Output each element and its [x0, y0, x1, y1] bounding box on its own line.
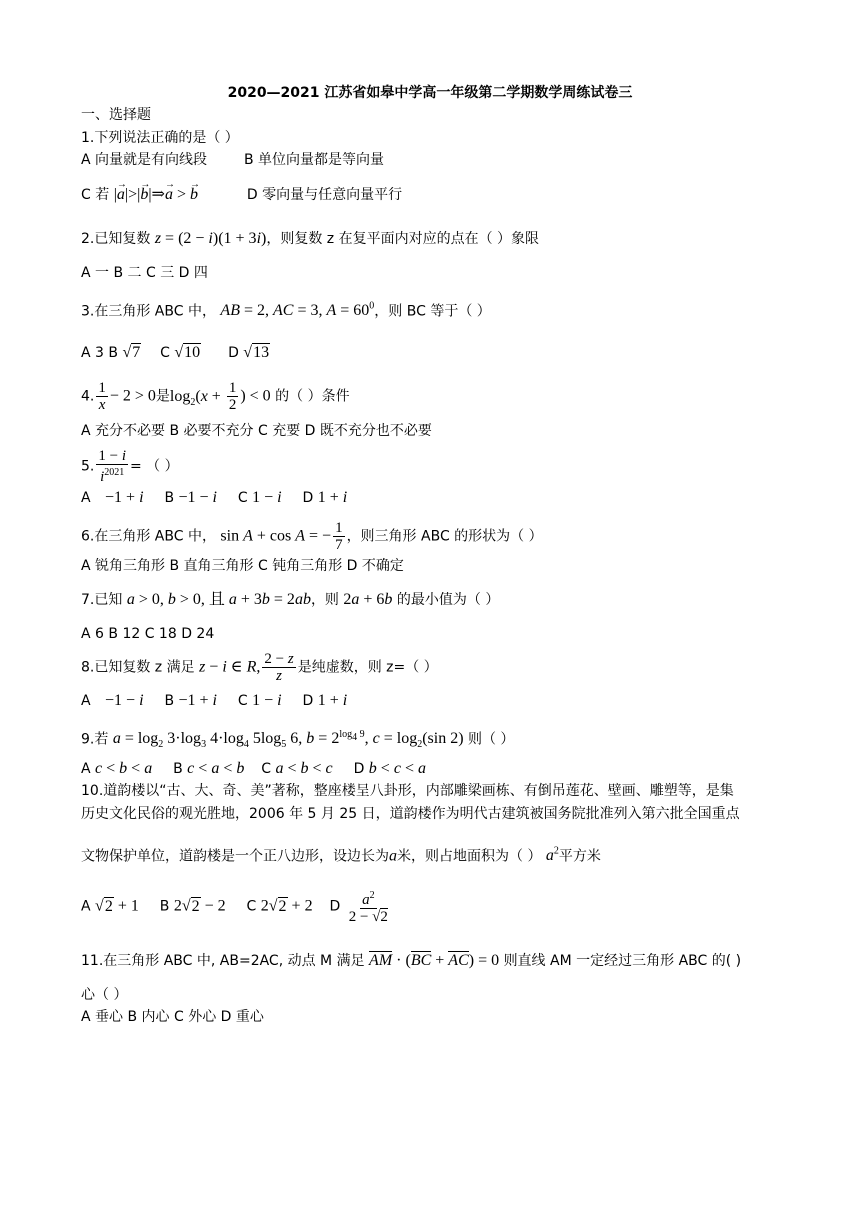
q10-option-c-label: C [246, 898, 257, 915]
q5-option-c: 1 − i [252, 489, 282, 506]
q11-stem-prefix: 11.在三角形 ABC 中, AB=2AC, 动点 M 满足 [81, 953, 365, 969]
question-6-stem [81, 520, 543, 553]
q8-option-b-label: B [164, 693, 175, 709]
q9-option-b: c < a < b [187, 760, 245, 777]
q8-stem-prefix: 8.已知复数 z 满足 [81, 659, 195, 676]
q8-option-c: 1 − i [252, 692, 282, 709]
q8-option-d: 1 + i [317, 692, 348, 709]
page-title: 2020—2021 江苏省如皋中学高一年级第二学期数学周练试卷三 [227, 85, 633, 101]
question-10-line-1: 10.道韵楼以“古、大、奇、美”著称，整座楼呈八卦形，内部雕梁画栋、有倒吊莲花、壁画、雕塑等，是集 [81, 783, 734, 799]
q4-frac-1-over-2: $\frac{1}{2}$ [228, 380, 237, 413]
question-5-options [81, 489, 347, 507]
q9-prefix: 9.若 [81, 731, 109, 748]
q10-line3-suffix: 平方米 [558, 848, 601, 865]
q9-option-b-label: B [173, 761, 183, 777]
question-8-stem [81, 651, 438, 684]
question-7-stem [81, 591, 499, 609]
q9-option-a: c < b < a [95, 760, 153, 777]
q9-suffix: 则（ ） [467, 731, 515, 748]
q1-option-c-label: C 若 [81, 187, 110, 203]
q4-suffix: 的（ ）条件 [275, 388, 350, 405]
q6-formula: sin A + cos A = − [220, 527, 332, 545]
question-11-stem [81, 952, 741, 970]
question-11-options: A 垂心 B 内心 C 外心 D 重心 [81, 1009, 264, 1025]
q9-option-d: b < c < a [368, 760, 426, 777]
q3-sqrt13: √13 [243, 344, 270, 361]
q3-sqrt10: √10 [174, 344, 201, 361]
q4-ineq-2: ) < 0 [240, 387, 271, 405]
question-10-line-3 [81, 843, 601, 865]
q10-option-b: 2√2 − 2 [173, 897, 226, 915]
q5-option-d-label: D [302, 490, 314, 506]
q8-option-d-label: D [302, 693, 314, 709]
q5-option-a: −1 + i [105, 489, 144, 506]
q8-frac: $\frac{2 - z}{z}$ [264, 651, 294, 684]
q3-option-a-b: A 3 B [81, 345, 118, 361]
q8-option-b: −1 + i [178, 692, 217, 709]
question-10-options [81, 888, 392, 925]
q9-formula: $a = \log_2 3\cdot\log_3$ $4\cdot\log_4$ $5\log_5$ 6, $b = 2^{log_4 9}$, $c = \log_2(\sin$ 2) [112, 729, 464, 751]
question-1-options-cd [81, 186, 402, 204]
q5-option-d: 1 + i [317, 489, 348, 506]
q9-option-c: a < b < c [275, 760, 333, 777]
q2-formula: z = (2 − i)(1 + 3i) [154, 230, 267, 247]
q10-a-squared: $a^2$ [545, 846, 559, 865]
q10-option-a-label: A [81, 898, 91, 915]
section-heading: 一、选择题 [81, 107, 151, 123]
question-3-stem [81, 298, 491, 320]
question-1-stem: 1.下列说法正确的是（ ） [81, 130, 239, 146]
q7-expr: 2a + 6b [343, 591, 393, 608]
q10-var-a: a [389, 847, 397, 865]
q7-stem-prefix: 7.已知 [81, 592, 123, 608]
q1-option-d: D 零向量与任意向量平行 [246, 187, 403, 203]
q9-option-a-label: A [81, 761, 91, 777]
question-2-stem [81, 230, 539, 248]
q2-stem-suffix: ，则复数 z 在复平面内对应的点在（ ）象限 [266, 231, 540, 247]
q6-frac: $\frac{1}{7}$ [335, 520, 343, 553]
q4-ineq-1: − 2 > 0 [109, 387, 156, 405]
question-2-options: A 一 B 二 C 三 D 四 [81, 265, 208, 281]
question-4-options: A 充分不必要 B 必要不充分 C 充要 D 既不充分也不必要 [81, 423, 432, 439]
q5-prefix: 5. [81, 458, 95, 475]
q10-option-d: $\frac{a^2}{2 - √2}$ [348, 890, 388, 925]
q11-formula: AM · (BC + AC) = 0 [369, 952, 500, 969]
q8-option-a: −1 − i [105, 692, 144, 709]
q10-line3-prefix: 文物保护单位，道韵楼是一个正八边形，设边长为 [81, 848, 389, 865]
q4-prefix: 4. [81, 388, 95, 405]
q7-stem-suffix: 的最小值为（ ） [396, 592, 500, 608]
question-9-options [81, 760, 426, 778]
q5-option-a-label: A [81, 490, 91, 506]
q8-option-a-label: A [81, 693, 91, 709]
q3-formula: AB = 2, AC = 3, $A = 60^0$ [220, 301, 375, 320]
q10-option-d-label: D [329, 898, 341, 915]
q3-option-c: C [160, 345, 170, 361]
q6-stem-prefix: 6.在三角形 ABC 中， [81, 528, 216, 545]
q1-option-a: A 向量就是有向线段 [81, 152, 208, 168]
question-11-line-2: 心（ ） [81, 987, 128, 1003]
q10-option-c: 2√2 + 2 [260, 897, 313, 915]
q10-line3-mid: 米，则占地面积为（ ） [397, 848, 542, 865]
question-5-stem [81, 448, 179, 485]
question-6-options: A 锐角三角形 B 直角三角形 C 钝角三角形 D 不确定 [81, 558, 404, 574]
q7-formula: a > 0, b > 0, 且 a + 3b = 2ab [126, 591, 311, 608]
q8-formula: z − i ∈ R, [199, 658, 261, 676]
q5-fraction: $\frac{1 - i}{i^{2021}}$ [98, 448, 126, 485]
q3-stem-prefix: 3.在三角形 ABC 中， [81, 303, 216, 320]
q3-option-d: D [228, 345, 239, 361]
q8-stem-mid: 是纯虚数，则 z=（ ） [297, 659, 438, 676]
q10-option-b-label: B [159, 898, 170, 915]
question-9-stem [81, 726, 514, 755]
q2-stem-prefix: 2.已知复数 [81, 231, 151, 247]
q10-option-a: √2 + 1 [95, 897, 139, 915]
q5-option-c-label: C [237, 490, 248, 506]
q9-option-d-label: D [353, 761, 365, 777]
q1-option-b: B 单位向量都是等向量 [243, 152, 384, 168]
question-7-options: A 6 B 12 C 18 D 24 [81, 626, 215, 642]
question-10-line-2: 历史文化民俗的观光胜地，2006 年 5 月 25 日，道韵楼作为明代古建筑被国务院批准列入第六批全国重点 [81, 806, 740, 822]
q5-option-b-label: B [164, 490, 175, 506]
q5-suffix: = （ ） [130, 458, 179, 475]
q4-log: $\log_2(x$ + [169, 387, 225, 408]
q8-option-c-label: C [237, 693, 248, 709]
question-8-options [81, 692, 347, 710]
q4-is: 是 [155, 388, 170, 405]
q1-option-c-formula: |→ a|>|→ b|⇒→ a > → b [114, 186, 198, 203]
q9-option-c-label: C [261, 761, 272, 777]
question-3-options [81, 344, 270, 362]
question-4-stem [81, 380, 350, 413]
q7-stem-mid: ，则 [310, 592, 339, 608]
q3-stem-suffix: ，则 BC 等于（ ） [374, 303, 491, 320]
q5-option-b: −1 − i [178, 489, 217, 506]
question-1-options-ab [81, 151, 384, 169]
q11-stem-suffix: 则直线 AM 一定经过三角形 ABC 的( ) [503, 953, 742, 969]
q3-sqrt7: √7 [122, 344, 141, 361]
q4-frac-1-over-x: $\frac{1}{x}$ [98, 380, 106, 413]
q6-stem-suffix: ，则三角形 ABC 的形状为（ ） [346, 528, 543, 545]
